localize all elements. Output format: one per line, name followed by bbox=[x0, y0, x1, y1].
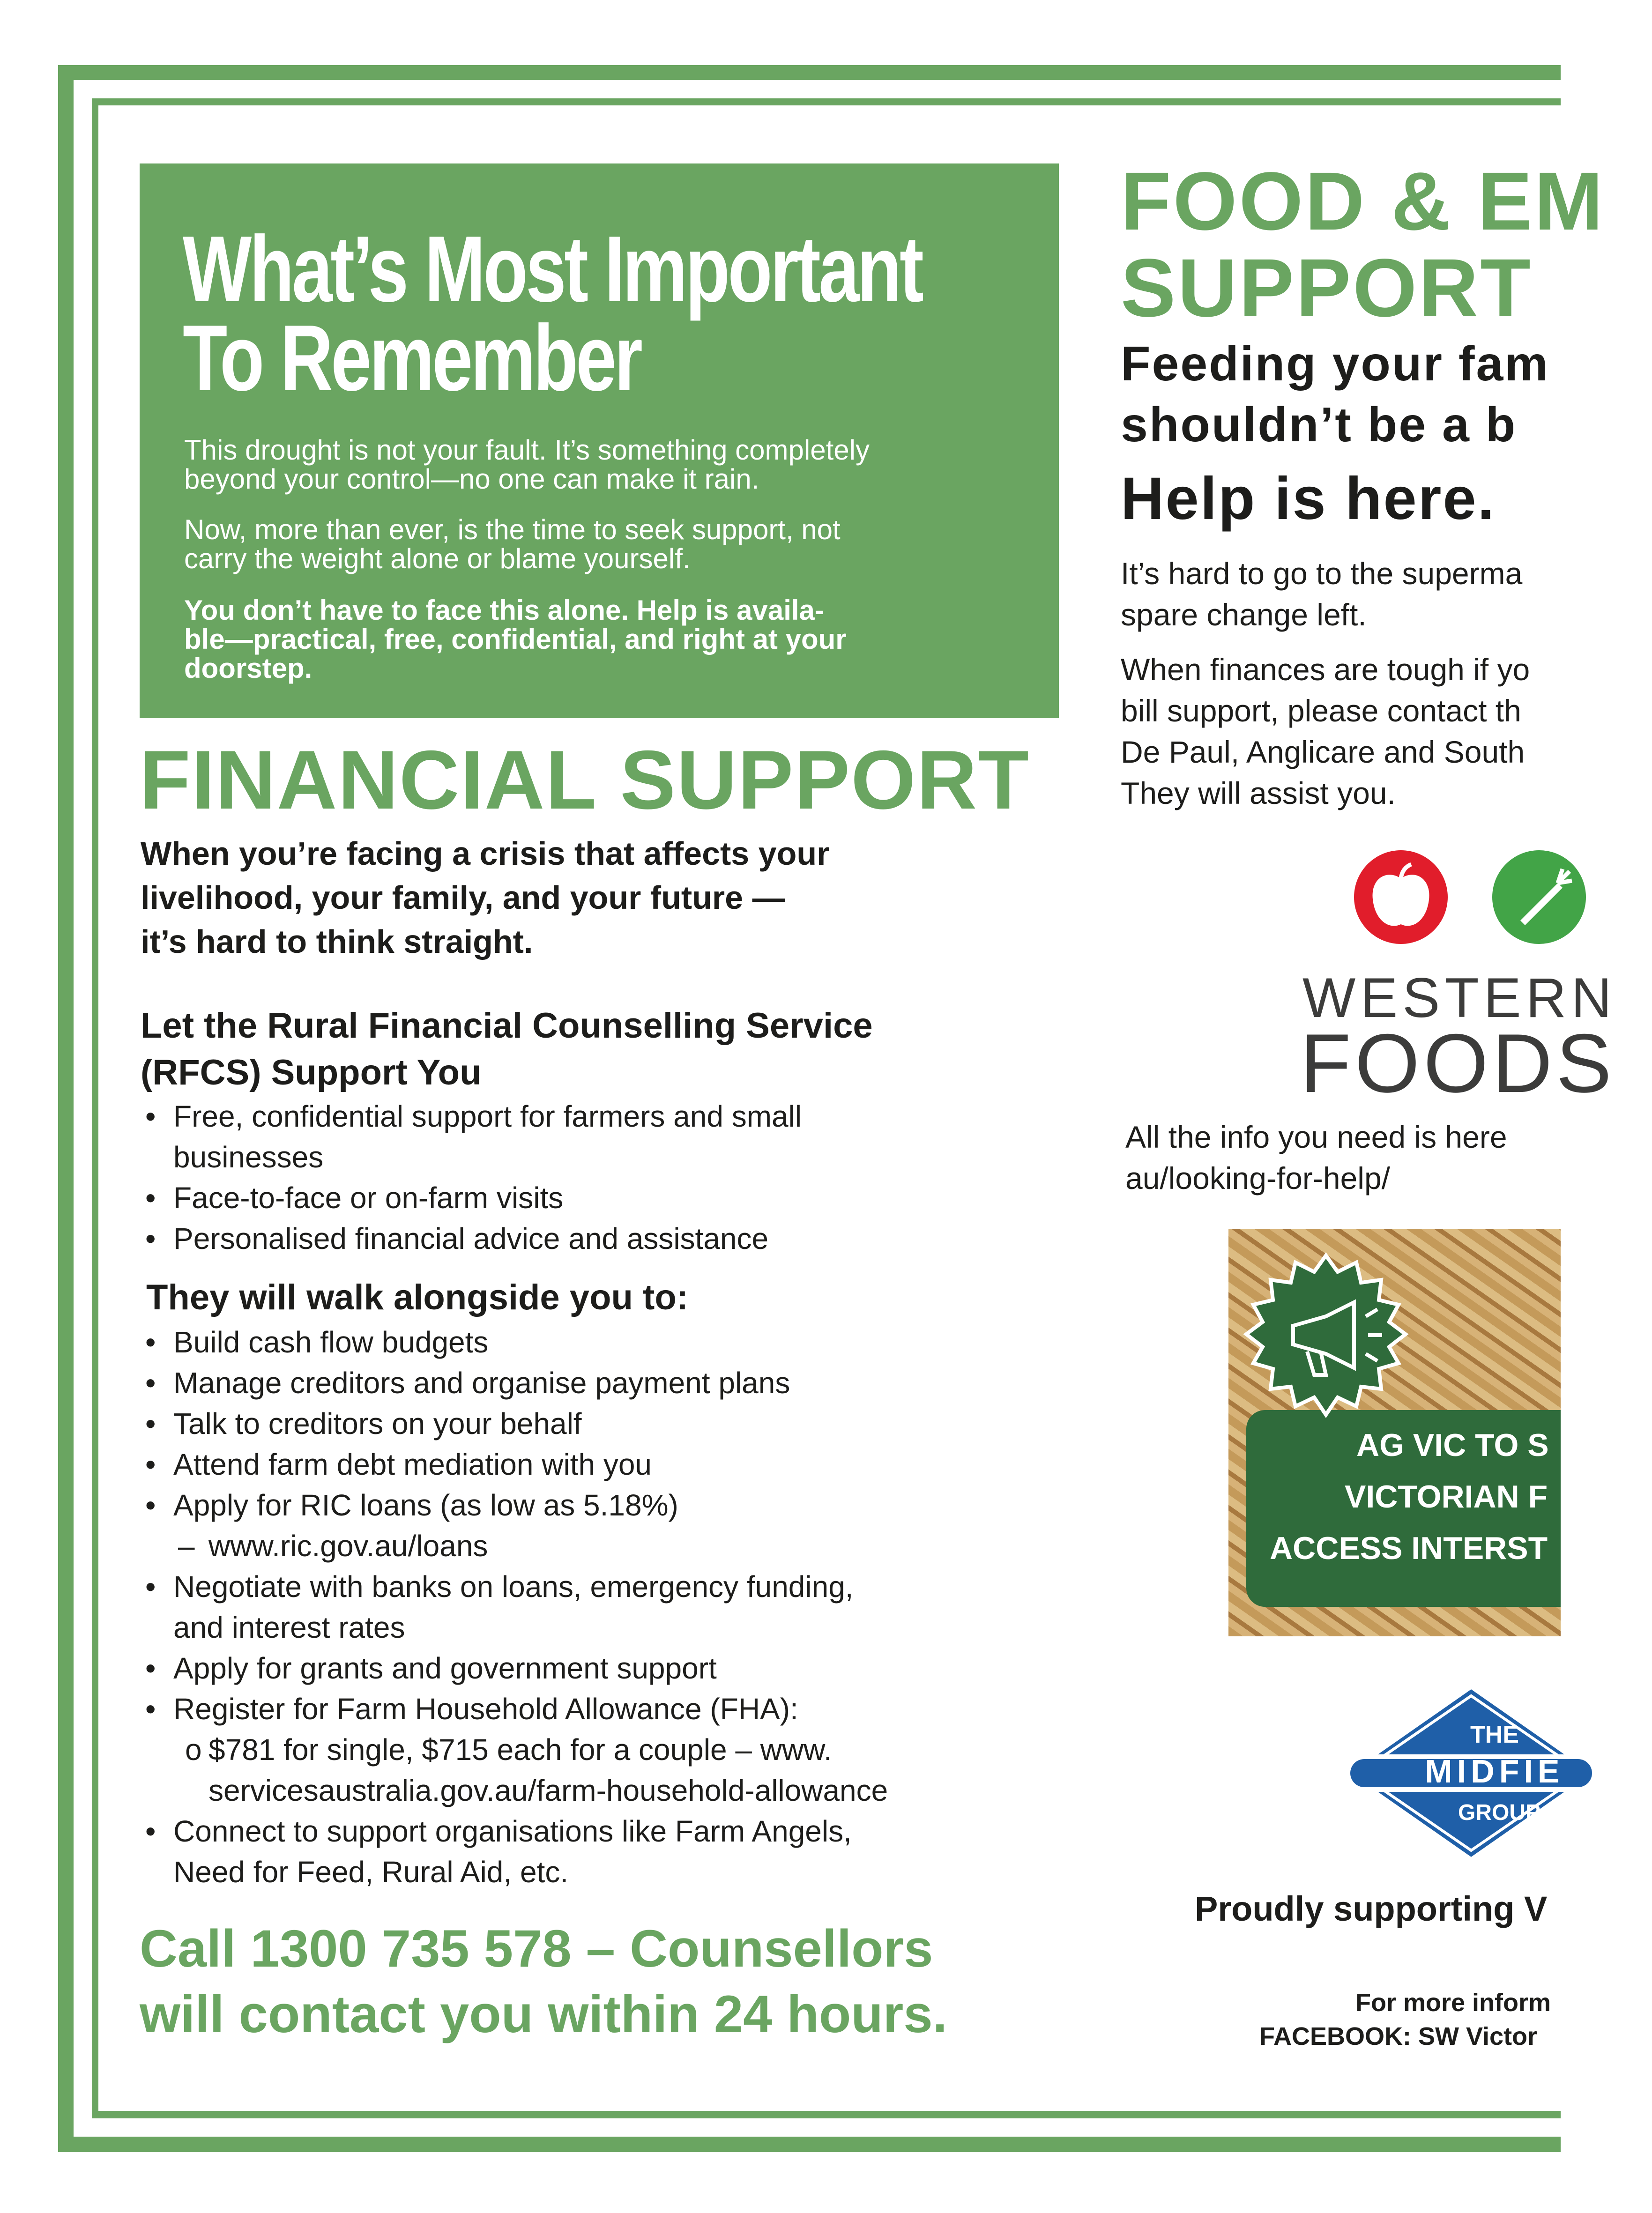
text-line: ble—practical, free, confidential, and right at your bbox=[184, 624, 847, 655]
feeding-family-subheading bbox=[1121, 334, 1549, 455]
financial-lead-text bbox=[141, 832, 1031, 964]
ag-vic-text-line: ACCESS INTERST bbox=[1270, 1530, 1548, 1566]
text-line: De Paul, Anglicare and South bbox=[1121, 735, 1525, 769]
midfield-the-text: THE bbox=[1470, 1721, 1519, 1748]
text-line: They will assist you. bbox=[1121, 776, 1396, 810]
text-line: This drought is not your fault. It’s something completely bbox=[184, 434, 870, 466]
help-is-here-heading: Help is here. bbox=[1121, 465, 1496, 532]
text-line: You don’t have to face this alone. Help is availa- bbox=[184, 594, 824, 626]
facebook-text[interactable]: FACEBOOK: SW Victor bbox=[1259, 2022, 1538, 2050]
list-item-continuation: Need for Feed, Rural Aid, etc. bbox=[173, 1855, 569, 1889]
text-line: bill support, please contact th bbox=[1121, 693, 1521, 728]
text-line: Now, more than ever, is the time to seek support, not bbox=[184, 514, 841, 545]
list-item: • Apply for RIC loans (as low as 5.18%) bbox=[145, 1488, 678, 1522]
remember-paragraph-help bbox=[184, 596, 1042, 683]
text-line: FOOD & EM bbox=[1121, 156, 1605, 247]
list-item: • Register for Farm Household Allowance (FHA): bbox=[145, 1692, 798, 1726]
text-line: shouldn’t be a b bbox=[1121, 398, 1517, 452]
rfcs-heading bbox=[141, 1003, 873, 1096]
food-paragraph-finances bbox=[1121, 649, 1530, 814]
list-item: • Apply for grants and government support bbox=[145, 1651, 717, 1685]
list-item: • Build cash flow budgets bbox=[145, 1325, 489, 1359]
food-support-heading bbox=[1121, 158, 1605, 332]
western-foods-logo-foods: FOODS bbox=[1300, 1017, 1615, 1110]
text-line: (RFCS) Support You bbox=[141, 1053, 482, 1092]
proudly-supporting-text: Proudly supporting V bbox=[1195, 1889, 1548, 1928]
text-line: When you’re facing a crisis that affects your bbox=[141, 835, 830, 872]
midfield-group-text: GROUP bbox=[1458, 1800, 1541, 1825]
financial-support-heading: FINANCIAL SUPPORT bbox=[140, 733, 1030, 826]
text-line: spare change left. bbox=[1121, 597, 1367, 632]
list-item-continuation: businesses bbox=[173, 1140, 324, 1174]
ag-vic-text-line: VICTORIAN F bbox=[1345, 1479, 1548, 1515]
text-line: beyond your control—no one can make it rain. bbox=[184, 463, 759, 495]
midfield-name-text: MIDFIE bbox=[1425, 1753, 1564, 1790]
list-item: • Talk to creditors on your behalf bbox=[145, 1407, 582, 1441]
text-line: SUPPORT bbox=[1121, 242, 1533, 334]
text-line: Let the Rural Financial Counselling Service bbox=[141, 1006, 873, 1046]
ag-vic-text-line: AG VIC TO S bbox=[1356, 1427, 1549, 1463]
text-line: Feeding your fam bbox=[1121, 337, 1549, 391]
list-item: • Attend farm debt mediation with you bbox=[145, 1448, 652, 1481]
ric-loans-link[interactable]: – www.ric.gov.au/loans bbox=[178, 1529, 488, 1563]
remember-title-line: To Remember bbox=[183, 306, 641, 410]
remember-paragraph-support bbox=[184, 515, 1042, 573]
text-line: will contact you within 24 hours. bbox=[140, 1985, 947, 2043]
apple-icon bbox=[1354, 850, 1448, 944]
text-line: Call 1300 735 578 – Counsellors bbox=[140, 1919, 933, 1978]
text-line: It’s hard to go to the superma bbox=[1121, 556, 1523, 591]
list-item: • Negotiate with banks on loans, emergency funding, bbox=[145, 1570, 854, 1604]
rfcs-benefits-list bbox=[141, 1096, 1031, 1259]
list-item-continuation: and interest rates bbox=[173, 1611, 405, 1644]
list-item: • Connect to support organisations like Farm Angels, bbox=[145, 1814, 852, 1848]
more-info-text: For more inform bbox=[1355, 1989, 1551, 2017]
list-item: • Personalised financial advice and assistance bbox=[145, 1222, 769, 1255]
walk-alongside-list bbox=[141, 1322, 1031, 1893]
call-to-action[interactable] bbox=[140, 1916, 947, 2047]
text-line: au/looking-for-help/ bbox=[1125, 1161, 1390, 1196]
info-link-text[interactable] bbox=[1125, 1116, 1507, 1199]
remember-title bbox=[183, 217, 922, 410]
midfield-group-logo bbox=[1340, 1679, 1602, 1867]
fha-rate-link[interactable]: o $781 for single, $715 each for a couple – www. bbox=[185, 1733, 832, 1767]
list-item: • Manage creditors and organise payment plans bbox=[145, 1366, 790, 1400]
remember-paragraph-fault bbox=[184, 436, 1042, 494]
walk-alongside-heading: They will walk alongside you to: bbox=[146, 1277, 689, 1317]
megaphone-badge-icon bbox=[1237, 1251, 1415, 1429]
text-line: it’s hard to think straight. bbox=[141, 923, 533, 960]
text-line: All the info you need is here bbox=[1125, 1120, 1507, 1154]
fha-rate-link-continuation[interactable]: servicesaustralia.gov.au/farm-household-allowance bbox=[208, 1774, 888, 1807]
food-paragraph-supermarket bbox=[1121, 553, 1522, 635]
carrot-icon bbox=[1492, 850, 1586, 944]
text-line: doorstep. bbox=[184, 653, 313, 684]
text-line: When finances are tough if yo bbox=[1121, 652, 1530, 687]
remember-title-line: What’s Most Important bbox=[183, 217, 922, 321]
western-foods-logo-western: WESTERN bbox=[1302, 966, 1616, 1029]
list-item: • Free, confidential support for farmers and small bbox=[145, 1099, 802, 1133]
list-item: • Face-to-face or on-farm visits bbox=[145, 1181, 564, 1215]
text-line: livelihood, your family, and your future — bbox=[141, 879, 785, 916]
text-line: carry the weight alone or blame yourself. bbox=[184, 543, 691, 574]
